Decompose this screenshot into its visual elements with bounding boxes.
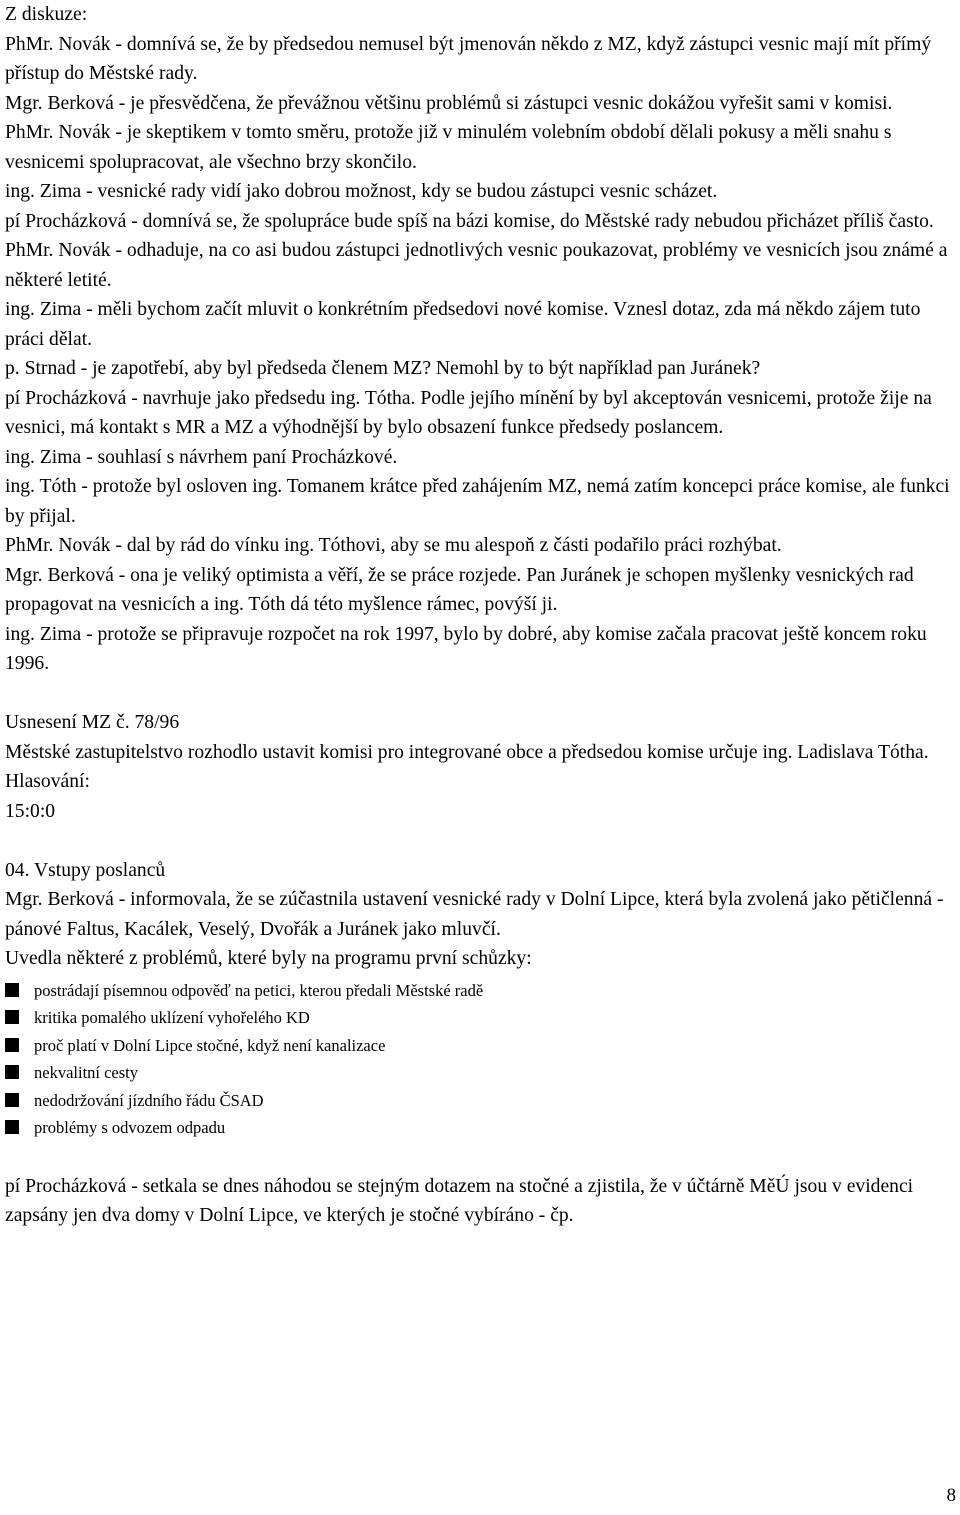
list-item-text: proč platí v Dolní Lipce stočné, když není kanalizace xyxy=(34,1035,386,1055)
list-item xyxy=(5,1087,960,1115)
square-bullet-icon xyxy=(5,1065,19,1079)
list-item xyxy=(5,1059,960,1087)
discussion-paragraph: p. Strnad - je zapotřebí, aby byl předseda členem MZ? Nemohl by to být například pan Juránek? xyxy=(5,358,761,379)
discussion-paragraph: ing. Zima - měli bychom začít mluvit o konkrétním předsedovi nové komise. Vznesl dotaz, zda má někdo zájem tuto práci dělat. xyxy=(5,299,921,350)
discussion-heading: Z diskuze: xyxy=(5,4,88,25)
discussion-paragraph: Mgr. Berková - ona je veliký optimista a věří, že se práce rozjede. Pan Juránek je schopen myšlenky vesnických rad propagovat na vesnicích a ing. Tóth dá této myšlence rámec, povýší ji. xyxy=(5,564,914,615)
section-title: 04. Vstupy poslanců xyxy=(5,859,166,881)
section-intro: Uvedla některé z problémů, které byly na programu první schůzky: xyxy=(5,948,532,969)
spacer xyxy=(5,679,960,709)
square-bullet-icon xyxy=(5,983,19,997)
section-intro: Mgr. Berková - informovala, že se zúčastnila ustavení vesnické rady v Dolní Lipce, která byla zvolená jako pětičlenná - pánové Faltus, Kacálek, Veselý, Dvořák a Juránek jako mluvčí. xyxy=(5,889,944,940)
discussion-paragraph: PhMr. Novák - domnívá se, že by předsedou nemusel být jmenován někdo z MZ, když zástupci vesnic mají mít přímý přístup do Městské rady. xyxy=(5,33,932,84)
problem-list xyxy=(5,977,960,1143)
discussion-paragraph: pí Procházková - domnívá se, že spolupráce bude spíš na bázi komise, do Městské rady nebudou přicházet příliš často. xyxy=(5,210,934,232)
resolution-text: Městské zastupitelstvo rozhodlo ustavit komisi pro integrované obce a předsedou komise určuje ing. Ladislava Tótha. xyxy=(5,741,929,763)
discussion-paragraph: PhMr. Novák - odhaduje, na co asi budou zástupci jednotlivých vesnic poukazovat, problémy ve vesnicích jsou známé a některé letité. xyxy=(5,240,948,291)
closing-paragraph: pí Procházková - setkala se dnes náhodou se stejným dotazem na stočné a zjistila, že v účtárně MěÚ jsou v evidenci zapsány jen dva domy v Dolní Lipce, ve kterých je stočné vybíráno - čp. xyxy=(5,1175,914,1227)
discussion-paragraph: ing. Tóth - protože byl osloven ing. Tomanem krátce před zahájením MZ, nemá zatím koncepci práce komise, ale funkci by přijal. xyxy=(5,476,950,527)
square-bullet-icon xyxy=(5,1093,19,1107)
document-page xyxy=(5,0,960,1231)
spacer xyxy=(5,826,960,856)
discussion-paragraph: ing. Zima - vesnické rady vidí jako dobrou možnost, kdy se budou zástupci vesnic scházet. xyxy=(5,181,718,202)
list-item-text: kritika pomalého uklízení vyhořelého KD xyxy=(34,1008,310,1028)
discussion-paragraph: PhMr. Novák - dal by rád do vínku ing. Tóthovi, aby se mu alespoň z části podařilo práci rozhýbat. xyxy=(5,535,782,556)
square-bullet-icon xyxy=(5,1038,19,1052)
resolution-title: Usnesení MZ č. 78/96 xyxy=(5,712,180,733)
discussion-paragraph: ing. Zima - souhlasí s návrhem paní Procházkové. xyxy=(5,446,398,468)
list-item-text: nekvalitní cesty xyxy=(34,1063,139,1083)
list-item-text: postrádají písemnou odpověď na petici, kterou předali Městské radě xyxy=(34,980,484,1000)
vote-result: 15:0:0 xyxy=(5,800,56,822)
square-bullet-icon xyxy=(5,1010,19,1024)
list-item xyxy=(5,1004,960,1032)
list-item xyxy=(5,1114,960,1142)
discussion-paragraph: Mgr. Berková - je přesvědčena, že převážnou většinu problémů si zástupci vesnic dokážou vyřešit sami v komisi. xyxy=(5,92,893,114)
discussion-paragraph: PhMr. Novák - je skeptikem v tomto směru, protože již v minulém volebním období dělali pokusy a měli snahu s vesnicemi spolupracovat, ale všechno brzy skončilo. xyxy=(5,122,892,173)
spacer xyxy=(5,1142,960,1172)
page-number: 8 xyxy=(946,1485,956,1506)
list-item xyxy=(5,1032,960,1060)
list-item xyxy=(5,977,960,1005)
discussion-paragraph: ing. Zima - protože se připravuje rozpočet na rok 1997, bylo by dobré, aby komise začala pracovat ještě koncem roku 1996. xyxy=(5,623,927,674)
list-item-text: nedodržování jízdního řádu ČSAD xyxy=(34,1090,264,1110)
list-item-text: problémy s odvozem odpadu xyxy=(34,1118,226,1138)
vote-label: Hlasování: xyxy=(5,771,90,792)
square-bullet-icon xyxy=(5,1120,19,1134)
discussion-paragraph: pí Procházková - navrhuje jako předsedu ing. Tótha. Podle jejího mínění by byl akceptován vesnicemi, protože žije na vesnici, má kontakt s MR a MZ a výhodnější by bylo obsazení funkce předsedy poslancem. xyxy=(5,387,932,438)
